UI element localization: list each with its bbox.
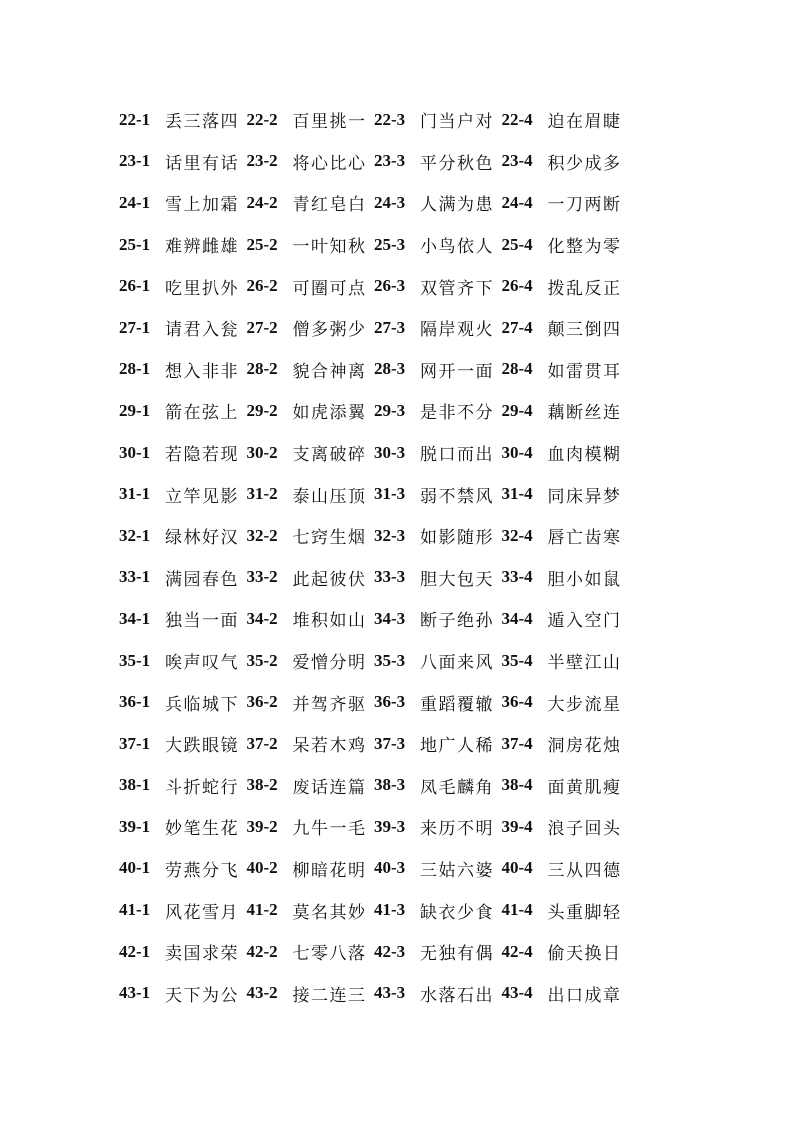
idiom-text: 卖国求荣 bbox=[165, 944, 239, 965]
idiom-row bbox=[119, 265, 639, 307]
idiom-entry bbox=[502, 315, 630, 340]
idiom-number: 34-1 bbox=[119, 608, 151, 628]
idiom-text: 藕断丝连 bbox=[547, 403, 622, 424]
idiom-text: 小鸟依人 bbox=[420, 237, 494, 258]
idiom-text: 劳燕分飞 bbox=[165, 860, 239, 881]
idiom-number: 27-4 bbox=[501, 317, 533, 337]
idiom-text: 满园春色 bbox=[165, 569, 239, 590]
idiom-number: 43-2 bbox=[246, 983, 278, 1003]
idiom-number: 31-2 bbox=[246, 484, 278, 504]
idiom-row bbox=[119, 432, 639, 474]
idiom-entry bbox=[374, 398, 502, 423]
idiom-text: 九牛一毛 bbox=[292, 819, 367, 840]
idiom-text: 若隐若现 bbox=[165, 445, 239, 466]
idiom-entry bbox=[247, 190, 375, 215]
idiom-row bbox=[119, 557, 639, 599]
idiom-text: 遁入空门 bbox=[547, 611, 622, 632]
idiom-entry bbox=[119, 315, 247, 340]
idiom-number: 30-2 bbox=[246, 442, 278, 462]
idiom-entry bbox=[502, 190, 630, 215]
idiom-entry bbox=[374, 731, 502, 756]
idiom-row bbox=[119, 723, 639, 765]
idiom-number: 37-3 bbox=[374, 733, 406, 753]
idiom-row bbox=[119, 473, 639, 515]
idiom-row bbox=[119, 99, 639, 141]
idiom-entry bbox=[247, 690, 375, 715]
idiom-text: 绿林好汉 bbox=[165, 528, 239, 549]
idiom-text: 血肉模糊 bbox=[547, 445, 622, 466]
idiom-text: 颠三倒四 bbox=[547, 320, 622, 341]
idiom-number: 34-4 bbox=[501, 608, 533, 628]
idiom-text: 水落石出 bbox=[420, 985, 494, 1006]
idiom-number: 22-2 bbox=[246, 109, 278, 129]
idiom-number: 36-4 bbox=[501, 692, 533, 712]
idiom-entry bbox=[374, 773, 502, 798]
idiom-text: 百里挑一 bbox=[292, 112, 367, 133]
idiom-number: 32-4 bbox=[501, 525, 533, 545]
idiom-entry bbox=[247, 357, 375, 382]
idiom-entry bbox=[119, 482, 247, 507]
idiom-row bbox=[119, 598, 639, 640]
idiom-entry bbox=[374, 898, 502, 923]
idiom-entry bbox=[247, 731, 375, 756]
idiom-entry bbox=[119, 648, 247, 673]
idiom-entry bbox=[374, 107, 502, 132]
idiom-entry bbox=[247, 398, 375, 423]
idiom-entry bbox=[119, 939, 247, 964]
idiom-entry bbox=[119, 814, 247, 839]
idiom-text: 堆积如山 bbox=[292, 611, 367, 632]
idiom-number: 32-1 bbox=[119, 525, 151, 545]
idiom-entry bbox=[119, 773, 247, 798]
idiom-text: 化整为零 bbox=[547, 237, 622, 258]
idiom-text: 地广人稀 bbox=[420, 736, 494, 757]
idiom-text: 天下为公 bbox=[165, 985, 239, 1006]
idiom-entry bbox=[119, 274, 247, 299]
idiom-number: 26-2 bbox=[246, 276, 278, 296]
idiom-number: 24-2 bbox=[246, 192, 278, 212]
idiom-entry bbox=[119, 731, 247, 756]
idiom-number: 38-4 bbox=[501, 775, 533, 795]
idiom-entry bbox=[374, 814, 502, 839]
idiom-text: 箭在弦上 bbox=[165, 403, 239, 424]
idiom-text: 双管齐下 bbox=[420, 278, 494, 299]
idiom-row bbox=[119, 141, 639, 183]
idiom-text: 貌合神离 bbox=[292, 361, 367, 382]
idiom-entry bbox=[119, 690, 247, 715]
idiom-row bbox=[119, 515, 639, 557]
idiom-entry bbox=[247, 648, 375, 673]
idiom-number: 23-2 bbox=[246, 151, 278, 171]
idiom-text: 门当户对 bbox=[420, 112, 494, 133]
idiom-entry bbox=[247, 482, 375, 507]
idiom-number: 31-3 bbox=[374, 484, 406, 504]
idiom-entry bbox=[502, 357, 630, 382]
idiom-text: 并驾齐驱 bbox=[292, 694, 367, 715]
idiom-number: 24-1 bbox=[119, 192, 151, 212]
idiom-number: 25-4 bbox=[501, 234, 533, 254]
idiom-entry bbox=[119, 357, 247, 382]
idiom-number: 28-4 bbox=[501, 359, 533, 379]
idiom-number: 27-2 bbox=[246, 317, 278, 337]
idiom-text: 三姑六婆 bbox=[420, 860, 494, 881]
idiom-entry bbox=[502, 773, 630, 798]
idiom-row bbox=[119, 349, 639, 391]
idiom-entry bbox=[502, 149, 630, 174]
idiom-text: 柳暗花明 bbox=[292, 860, 367, 881]
idiom-row bbox=[119, 972, 639, 1014]
idiom-number: 23-4 bbox=[501, 151, 533, 171]
idiom-number: 30-4 bbox=[501, 442, 533, 462]
idiom-entry bbox=[119, 856, 247, 881]
idiom-entry bbox=[247, 981, 375, 1006]
idiom-number: 31-1 bbox=[119, 484, 151, 504]
idiom-entry bbox=[374, 606, 502, 631]
idiom-text: 如雷贯耳 bbox=[547, 361, 622, 382]
idiom-entry bbox=[374, 190, 502, 215]
idiom-number: 29-3 bbox=[374, 400, 406, 420]
idiom-entry bbox=[247, 814, 375, 839]
idiom-text: 半壁江山 bbox=[547, 653, 622, 674]
idiom-text: 难辨雌雄 bbox=[165, 237, 239, 258]
idiom-number: 24-4 bbox=[501, 192, 533, 212]
idiom-number: 33-2 bbox=[246, 567, 278, 587]
idiom-number: 36-3 bbox=[374, 692, 406, 712]
idiom-text: 请君入瓮 bbox=[165, 320, 239, 341]
idiom-text: 泰山压顶 bbox=[292, 486, 367, 507]
idiom-number: 39-4 bbox=[501, 816, 533, 836]
idiom-entry bbox=[119, 398, 247, 423]
idiom-entry bbox=[247, 107, 375, 132]
idiom-entry bbox=[502, 606, 630, 631]
idiom-text: 大步流星 bbox=[547, 694, 622, 715]
idiom-text: 平分秋色 bbox=[420, 153, 494, 174]
idiom-entry bbox=[247, 440, 375, 465]
idiom-row bbox=[119, 889, 639, 931]
idiom-text: 头重脚轻 bbox=[547, 902, 622, 923]
idiom-text: 僧多粥少 bbox=[292, 320, 367, 341]
idiom-text: 斗折蛇行 bbox=[165, 777, 239, 798]
idiom-text: 如影随形 bbox=[420, 528, 494, 549]
idiom-number: 23-3 bbox=[374, 151, 406, 171]
idiom-entry bbox=[247, 149, 375, 174]
idiom-text: 立竿见影 bbox=[165, 486, 239, 507]
idiom-entry bbox=[374, 357, 502, 382]
idiom-number: 42-4 bbox=[501, 941, 533, 961]
idiom-number: 26-1 bbox=[119, 276, 151, 296]
idiom-entry bbox=[502, 731, 630, 756]
idiom-text: 爱憎分明 bbox=[292, 653, 367, 674]
idiom-entry bbox=[502, 814, 630, 839]
idiom-entry bbox=[119, 440, 247, 465]
idiom-text: 吃里扒外 bbox=[165, 278, 239, 299]
idiom-text: 浪子回头 bbox=[547, 819, 622, 840]
idiom-entry bbox=[374, 149, 502, 174]
idiom-number: 29-1 bbox=[119, 400, 151, 420]
idiom-text: 支离破碎 bbox=[292, 445, 367, 466]
idiom-text: 弱不禁风 bbox=[420, 486, 494, 507]
idiom-row bbox=[119, 224, 639, 266]
idiom-text: 隔岸观火 bbox=[420, 320, 494, 341]
idiom-number: 28-2 bbox=[246, 359, 278, 379]
idiom-text: 面黄肌瘦 bbox=[547, 777, 622, 798]
idiom-text: 丢三落四 bbox=[165, 112, 239, 133]
idiom-number: 37-4 bbox=[501, 733, 533, 753]
idiom-text: 重蹈覆辙 bbox=[420, 694, 494, 715]
idiom-number: 39-2 bbox=[246, 816, 278, 836]
idiom-entry bbox=[502, 398, 630, 423]
idiom-entry bbox=[374, 690, 502, 715]
idiom-number: 39-3 bbox=[374, 816, 406, 836]
idiom-entry bbox=[247, 315, 375, 340]
idiom-number: 30-3 bbox=[374, 442, 406, 462]
idiom-number: 41-2 bbox=[246, 900, 278, 920]
idiom-number: 41-4 bbox=[501, 900, 533, 920]
idiom-number: 29-4 bbox=[501, 400, 533, 420]
idiom-entry bbox=[247, 274, 375, 299]
idiom-entry bbox=[119, 149, 247, 174]
idiom-entry bbox=[374, 482, 502, 507]
idiom-entry bbox=[374, 856, 502, 881]
idiom-text: 是非不分 bbox=[420, 403, 494, 424]
idiom-entry bbox=[247, 565, 375, 590]
idiom-text: 七零八落 bbox=[292, 944, 367, 965]
idiom-entry bbox=[119, 190, 247, 215]
idiom-row bbox=[119, 307, 639, 349]
idiom-entry bbox=[374, 648, 502, 673]
idiom-number: 37-2 bbox=[246, 733, 278, 753]
idiom-entry bbox=[502, 690, 630, 715]
idiom-entry bbox=[119, 981, 247, 1006]
idiom-text: 呆若木鸡 bbox=[292, 736, 367, 757]
idiom-number: 35-2 bbox=[246, 650, 278, 670]
idiom-text: 唉声叹气 bbox=[165, 653, 239, 674]
idiom-number: 43-3 bbox=[374, 983, 406, 1003]
idiom-row bbox=[119, 390, 639, 432]
idiom-number: 25-3 bbox=[374, 234, 406, 254]
idiom-row bbox=[119, 806, 639, 848]
idiom-entry bbox=[247, 606, 375, 631]
idiom-entry bbox=[374, 274, 502, 299]
idiom-text: 缺衣少食 bbox=[420, 902, 494, 923]
idiom-text: 接二连三 bbox=[292, 985, 367, 1006]
idiom-text: 人满为患 bbox=[420, 195, 494, 216]
idiom-number: 34-2 bbox=[246, 608, 278, 628]
idiom-number: 43-1 bbox=[119, 983, 151, 1003]
idiom-entry bbox=[502, 898, 630, 923]
idiom-entry bbox=[374, 565, 502, 590]
idiom-text: 洞房花烛 bbox=[547, 736, 622, 757]
idiom-number: 37-1 bbox=[119, 733, 151, 753]
idiom-text: 凤毛麟角 bbox=[420, 777, 494, 798]
idiom-number: 34-3 bbox=[374, 608, 406, 628]
idiom-text: 兵临城下 bbox=[165, 694, 239, 715]
idiom-number: 42-2 bbox=[246, 941, 278, 961]
idiom-text: 话里有话 bbox=[165, 153, 239, 174]
idiom-number: 38-2 bbox=[246, 775, 278, 795]
idiom-entry bbox=[247, 939, 375, 964]
idiom-number: 28-3 bbox=[374, 359, 406, 379]
idiom-entry bbox=[374, 315, 502, 340]
idiom-text: 此起彼伏 bbox=[292, 569, 367, 590]
idiom-text: 无独有偶 bbox=[420, 944, 494, 965]
idiom-entry bbox=[502, 981, 630, 1006]
idiom-text: 网开一面 bbox=[420, 361, 494, 382]
idiom-number: 28-1 bbox=[119, 359, 151, 379]
idiom-text: 如虎添翼 bbox=[292, 403, 367, 424]
idiom-number: 38-3 bbox=[374, 775, 406, 795]
idiom-text: 八面来风 bbox=[420, 653, 494, 674]
idiom-text: 偷天换日 bbox=[547, 944, 622, 965]
idiom-text: 迫在眉睫 bbox=[547, 112, 622, 133]
idiom-row bbox=[119, 182, 639, 224]
idiom-entry bbox=[247, 773, 375, 798]
idiom-row bbox=[119, 765, 639, 807]
idiom-entry bbox=[119, 606, 247, 631]
idiom-number: 40-2 bbox=[246, 858, 278, 878]
idiom-text: 七窍生烟 bbox=[292, 528, 367, 549]
idiom-text: 雪上加霜 bbox=[165, 195, 239, 216]
idiom-number: 22-3 bbox=[374, 109, 406, 129]
idiom-text: 将心比心 bbox=[292, 153, 367, 174]
idiom-number: 27-3 bbox=[374, 317, 406, 337]
idiom-text: 一叶知秋 bbox=[292, 237, 367, 258]
idiom-entry bbox=[119, 523, 247, 548]
idiom-row bbox=[119, 848, 639, 890]
idiom-row bbox=[119, 931, 639, 973]
idiom-text: 莫名其妙 bbox=[292, 902, 367, 923]
idiom-number: 32-3 bbox=[374, 525, 406, 545]
idiom-number: 30-1 bbox=[119, 442, 151, 462]
idiom-entry bbox=[502, 232, 630, 257]
idiom-number: 22-1 bbox=[119, 109, 151, 129]
idiom-number: 35-1 bbox=[119, 650, 151, 670]
idiom-text: 出口成章 bbox=[547, 985, 622, 1006]
idiom-number: 32-2 bbox=[246, 525, 278, 545]
idiom-entry bbox=[374, 232, 502, 257]
idiom-entry bbox=[502, 274, 630, 299]
idiom-text: 积少成多 bbox=[547, 153, 622, 174]
idiom-text: 妙笔生花 bbox=[165, 819, 239, 840]
idiom-number: 38-1 bbox=[119, 775, 151, 795]
idiom-number: 22-4 bbox=[501, 109, 533, 129]
idiom-text: 三从四德 bbox=[547, 860, 622, 881]
idiom-number: 26-4 bbox=[501, 276, 533, 296]
idiom-number: 29-2 bbox=[246, 400, 278, 420]
idiom-entry bbox=[247, 898, 375, 923]
idiom-entry bbox=[374, 939, 502, 964]
idiom-entry bbox=[502, 523, 630, 548]
idiom-text: 想入非非 bbox=[165, 361, 239, 382]
idiom-number: 40-1 bbox=[119, 858, 151, 878]
idiom-text: 大跌眼镜 bbox=[165, 736, 239, 757]
idiom-text: 拨乱反正 bbox=[547, 278, 622, 299]
idiom-number: 33-4 bbox=[501, 567, 533, 587]
idiom-row bbox=[119, 640, 639, 682]
idiom-number: 42-3 bbox=[374, 941, 406, 961]
idiom-entry bbox=[247, 523, 375, 548]
idiom-text: 同床异梦 bbox=[547, 486, 622, 507]
idiom-number: 39-1 bbox=[119, 816, 151, 836]
idiom-number: 36-2 bbox=[246, 692, 278, 712]
idiom-entry bbox=[502, 565, 630, 590]
idiom-number: 25-1 bbox=[119, 234, 151, 254]
idiom-entry bbox=[374, 981, 502, 1006]
idiom-number: 40-4 bbox=[501, 858, 533, 878]
idiom-entry bbox=[502, 482, 630, 507]
idiom-text: 脱口而出 bbox=[420, 445, 494, 466]
idiom-entry bbox=[502, 440, 630, 465]
idiom-entry bbox=[374, 523, 502, 548]
idiom-entry bbox=[247, 856, 375, 881]
idiom-number: 27-1 bbox=[119, 317, 151, 337]
idiom-number: 33-1 bbox=[119, 567, 151, 587]
idiom-number: 41-1 bbox=[119, 900, 151, 920]
idiom-text: 唇亡齿寒 bbox=[547, 528, 622, 549]
idiom-number: 41-3 bbox=[374, 900, 406, 920]
idiom-text: 胆小如鼠 bbox=[547, 569, 622, 590]
idiom-text: 废话连篇 bbox=[292, 777, 367, 798]
idiom-number: 40-3 bbox=[374, 858, 406, 878]
idiom-text: 来历不明 bbox=[420, 819, 494, 840]
idiom-text: 风花雪月 bbox=[165, 902, 239, 923]
idiom-entry bbox=[119, 898, 247, 923]
idiom-number: 35-3 bbox=[374, 650, 406, 670]
idiom-number: 35-4 bbox=[501, 650, 533, 670]
idiom-number: 36-1 bbox=[119, 692, 151, 712]
idiom-entry bbox=[374, 440, 502, 465]
idiom-number: 26-3 bbox=[374, 276, 406, 296]
idiom-entry bbox=[119, 107, 247, 132]
idiom-entry bbox=[502, 107, 630, 132]
idiom-number: 25-2 bbox=[246, 234, 278, 254]
idiom-entry bbox=[247, 232, 375, 257]
idiom-number: 33-3 bbox=[374, 567, 406, 587]
idiom-entry bbox=[119, 565, 247, 590]
idiom-number: 31-4 bbox=[501, 484, 533, 504]
idiom-text: 胆大包天 bbox=[420, 569, 494, 590]
idiom-text: 可圈可点 bbox=[292, 278, 367, 299]
idiom-number: 24-3 bbox=[374, 192, 406, 212]
idiom-number: 43-4 bbox=[501, 983, 533, 1003]
idiom-text: 一刀两断 bbox=[547, 195, 622, 216]
idiom-text: 断子绝孙 bbox=[420, 611, 494, 632]
idiom-number: 42-1 bbox=[119, 941, 151, 961]
idiom-text: 独当一面 bbox=[165, 611, 239, 632]
idiom-list bbox=[119, 99, 639, 1014]
idiom-number: 23-1 bbox=[119, 151, 151, 171]
idiom-entry bbox=[119, 232, 247, 257]
idiom-entry bbox=[502, 856, 630, 881]
idiom-entry bbox=[502, 648, 630, 673]
idiom-text: 青红皂白 bbox=[292, 195, 367, 216]
idiom-entry bbox=[502, 939, 630, 964]
idiom-row bbox=[119, 681, 639, 723]
